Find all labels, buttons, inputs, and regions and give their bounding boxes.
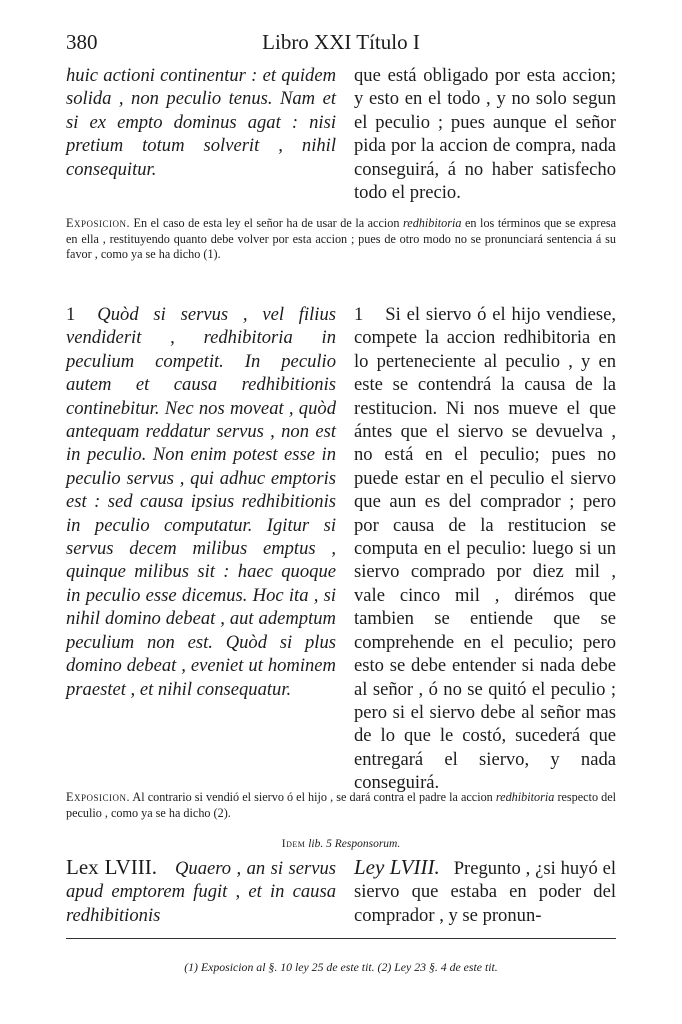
exposition-italic-term: redhibitoria (403, 216, 462, 230)
exposition-label: Exposicion. (66, 216, 130, 230)
latin-paragraph: Quaero , an si servus apud emptorem fugit , et in causa redhibitionis (66, 858, 336, 926)
exposition-text: En el caso de esta ley el señor ha de usar de la accion (133, 216, 400, 230)
exposition-text: Al contrario si vendió el siervo ó el hijo , se dará contra el padre la accion (132, 790, 493, 804)
ley-heading: Ley LVIII. (354, 855, 440, 879)
exposition-italic-term: redhibitoria (495, 790, 555, 804)
source-work: lib. 5 Responsorum. (308, 838, 401, 850)
exposition-text: respecto del peculio , como ya se ha dicho (2). (66, 790, 617, 820)
lex-heading: Lex LVIII. (66, 855, 157, 879)
source-author: Idem (281, 838, 306, 850)
exposition-note-1 (66, 216, 616, 263)
spanish-text-block-3 (354, 856, 616, 927)
spanish-text-block-2 (354, 303, 616, 795)
page-number: 380 (66, 30, 98, 54)
latin-text-block-2 (66, 303, 336, 701)
paragraph-number: 1 (66, 304, 76, 325)
source-citation (66, 838, 616, 850)
paragraph-number: 1 (354, 304, 364, 325)
spanish-paragraph: Pregunto , ¿si huyó el siervo que estaba en poder del comprador , y se pronun- (354, 858, 616, 926)
latin-text-block-1: huic actioni continentur : et quidem solida , non peculio tenus. Nam et si ex empto dominus agat : nisi pretium totum solverit , nihil consequitur. (66, 65, 336, 180)
latin-text-block-3 (66, 856, 336, 927)
footnotes: (1) Exposicion al §. 10 ley 25 de este tit. (2) Ley 23 §. 4 de este tit. (184, 960, 498, 974)
exposition-note-2 (66, 790, 616, 821)
spanish-paragraph: Si el siervo ó el hijo vendiese, compete la accion redhibitoria en lo perteneciente al peculio , y en este se contendrá la causa de la restitucion. Ni nos mueve el que ántes que el siervo se devuelva , no está en el peculio; pues no puede estar en el peculio el siervo que aun es del comprador ; pero por causa de la restitucion se computa en el peculio: luego si un siervo comprado por diez mil , vale cinco mil , dirémos que tambien se entiende que se comprehende en el peculio; pero esto se debe entender si nada debe al señor , ó no se quitó el peculio ; pero si el siervo debe al señor mas de lo que le costó, sucederá que entregará el siervo, y nada conseguirá. (354, 304, 616, 794)
exposition-label: Exposicion. (66, 790, 130, 804)
spanish-text-block-1: que está obligado por esta accion; y esto en el todo , y no solo segun el peculio ; pues aunque el señor pida por la accion de compra, nada conseguirá, á no haber satisfecho todo el precio. (354, 65, 616, 204)
exposition-text: en los términos que se expresa en ella , restituyendo quanto debe volver por esta accion ; pues de otro modo no se pronunciará sentencia á su favor , como ya se ha dicho (1). (66, 216, 617, 262)
running-title: Libro XXI Título I (262, 30, 420, 54)
footnote-divider (66, 938, 616, 939)
page-header (66, 30, 616, 60)
latin-paragraph: Quòd si servus , vel filius vendiderit , redhibitoria in peculium competit. In peculio autem et causa redhibitionis continebitur. Nec nos moveat , quòd antequam reddatur servus , non est in peculio. Non enim potest esse in peculio servus , qui adhuc emptoris est : sed causa ipsius redhibitionis in peculio computatur. Igitur si servus decem milibus emptus , quinque milibus sit : haec quoque in peculio esse dicemus. Hoc ita , si nihil domino debeat , aut ademptum peculium non est. Quòd si plus domino debeat , eveniet ut hominem praestet , et nihil consequatur. (66, 304, 336, 700)
